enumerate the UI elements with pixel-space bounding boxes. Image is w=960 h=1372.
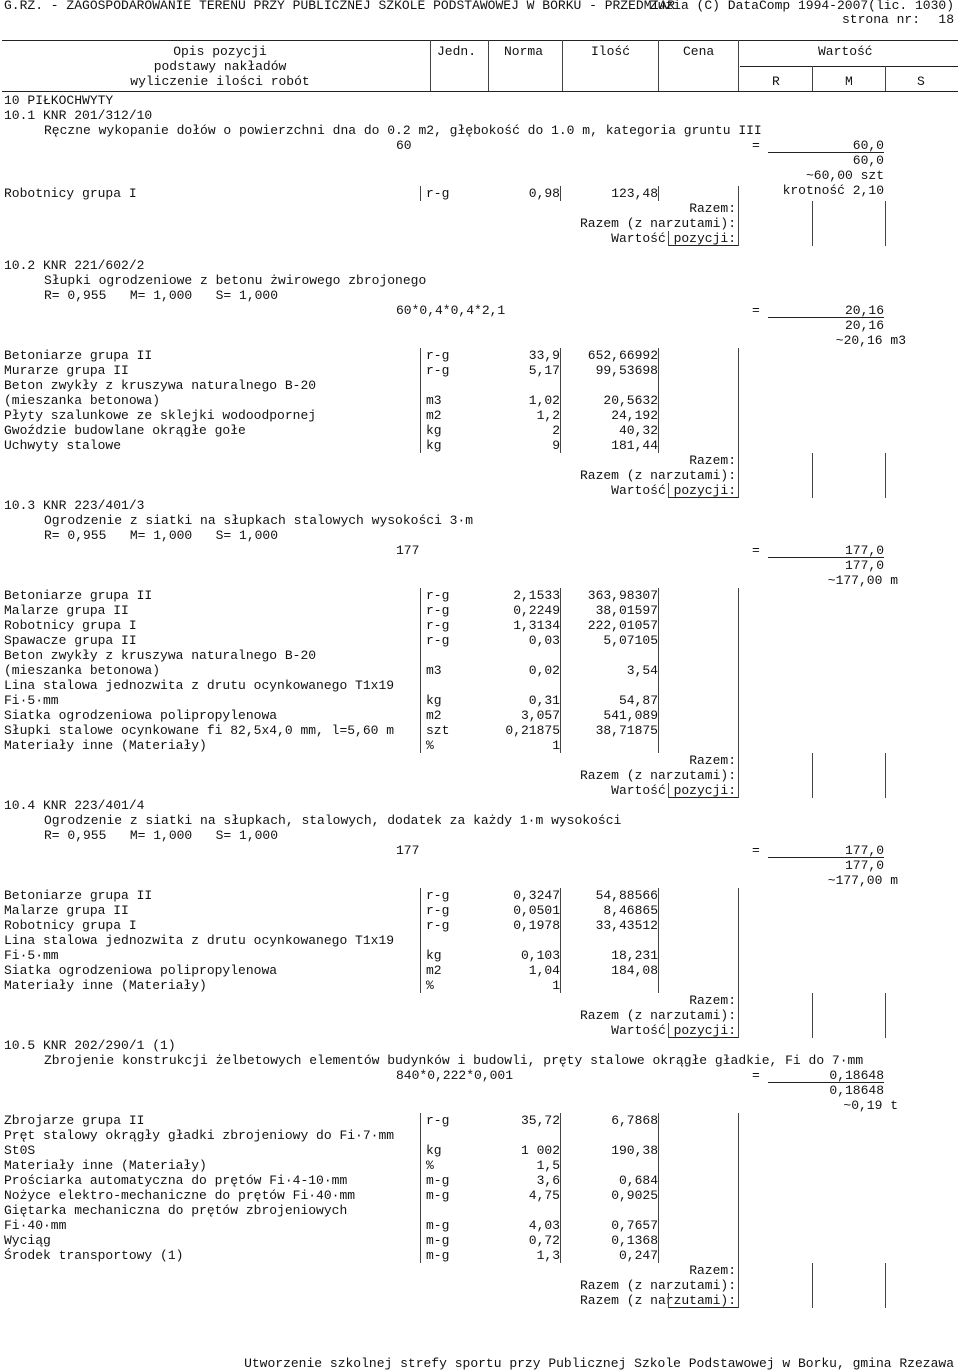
resource-norm: 1,5 [536,1158,560,1173]
resource-quantity: 184,08 [611,963,658,978]
quantity-total: ~177,00 m [827,873,898,888]
position-code: 10.1 KNR 201/312/10 [4,108,153,123]
resource-unit: m2 [426,963,442,978]
position-code: 10.3 KNR 223/401/3 [4,498,145,513]
resource-norm: 0,98 [528,186,560,201]
header-bottom-rule [2,91,958,92]
summary-label: Wartość pozycji: [611,783,736,798]
summary-label: Razem (z narzutami): [579,1278,736,1293]
resource-unit: r-g [426,363,450,378]
resource-name: (mieszanka betonowa) [4,663,161,678]
summary-label: Wartość pozycji: [611,231,736,246]
resource-quantity: 181,44 [611,438,658,453]
resource-norm: 1 [552,738,560,753]
summary-label: Wartość pozycji: [611,483,736,498]
resource-norm: 35,72 [520,1113,560,1128]
summary-label: Razem (z narzutami): [579,768,736,783]
equals-sign: = [752,138,760,153]
quantity-subtotal: 20,16 [844,318,884,333]
resource-name: St0S [4,1143,36,1158]
position-description: Ogrodzenie z siatki na słupkach, stalowych, dodatek za każdy 1·m wysokości [44,813,622,828]
resource-norm: 1 002 [520,1143,560,1158]
summary-rule [668,245,738,246]
resource-quantity: 5,07105 [603,633,658,648]
quantity-result: 177,0 [844,843,884,858]
resource-quantity: 18,231 [611,948,658,963]
header-col-qty: Ilość [591,44,631,59]
resource-norm: 4,75 [528,1188,560,1203]
summary-column-divider [738,201,739,246]
header-col-norm: Norma [504,44,544,59]
resource-name: Gwoździe budowlane okrągłe gołe [4,423,246,438]
resource-norm: 0,103 [520,948,560,963]
header-col-desc-2: podstawy nakładów [153,59,287,74]
quantity-total: ~177,00 m [827,573,898,588]
quantity-subtotal: 60,0 [852,153,884,168]
resource-quantity: 54,87 [618,693,658,708]
position-description: Ogrodzenie z siatki na słupkach stalowych wysokości 3·m [44,513,474,528]
header-top-rule [2,40,958,41]
resource-name: Siatka ogrodzeniowa polipropylenowa [4,708,278,723]
header-divider [430,40,431,91]
resource-norm: 3,6 [536,1173,560,1188]
header-divider [658,40,659,91]
resource-quantity: 0,9025 [611,1188,658,1203]
resource-norm: 33,9 [528,348,560,363]
summary-column-divider [812,993,813,1038]
page-number-label: strona nr: [841,12,920,27]
quantity-formula: 177 [396,843,420,858]
resource-norm: 5,17 [528,363,560,378]
resource-name: Uchwyty stalowe [4,438,122,453]
summary-column-divider [738,1263,739,1308]
resource-column-divider [738,588,739,753]
resource-norm: 0,0501 [513,903,560,918]
resource-column-divider [560,348,561,453]
resource-name: Malarze grupa II [4,903,129,918]
header-divider [488,40,489,91]
resource-name: Płyty szalunkowe ze sklejki wodoodpornej [4,408,317,423]
quantity-subtotal: 177,0 [844,858,884,873]
resource-norm: 2,1533 [513,588,560,603]
resource-norm: 0,03 [528,633,560,648]
resource-norm: 1,3 [536,1248,560,1263]
header-value-rule [740,66,958,67]
summary-label: Razem: [689,201,736,216]
summary-column-divider [885,993,886,1038]
resource-name: Spawacze grupa II [4,633,137,648]
resource-name: Betoniarze grupa II [4,348,153,363]
resource-norm: 3,057 [520,708,560,723]
header-col-r: R [772,74,780,89]
summary-label: Razem: [689,1263,736,1278]
resource-unit: r-g [426,633,450,648]
resource-norm: 0,21875 [505,723,560,738]
equals-sign: = [752,1068,760,1083]
quantity-result: 0,18648 [829,1068,884,1083]
position-description: Zbrojenie konstrukcji żelbetowych elementów budynków i budowli, pręty stalowe okrągłe gładkie, Fi do 7·mm [44,1053,864,1068]
resource-name: Słupki stalowe ocynkowane fi 82,5x4,0 mm, l=5,60 m [4,723,395,738]
resource-name: Lina stalowa jednozwita z drutu ocynkowanego T1x19 [4,678,395,693]
resource-norm: 4,03 [528,1218,560,1233]
resource-quantity: 40,32 [618,423,658,438]
summary-column-divider [812,1263,813,1308]
resource-quantity: 123,48 [611,186,658,201]
summary-column-divider [885,201,886,246]
resource-unit: % [426,738,434,753]
summary-column-divider [738,993,739,1038]
resource-norm: 1,2 [536,408,560,423]
quantity-formula: 840*0,222*0,001 [396,1068,514,1083]
summary-column-divider [668,783,669,798]
resource-norm: 0,2249 [513,603,560,618]
summary-rule [668,497,738,498]
resource-quantity: 20,5632 [603,393,658,408]
header-col-value: Wartość [818,44,873,59]
resource-column-divider [738,348,739,453]
resource-quantity: 0,1368 [611,1233,658,1248]
resource-name: Fi·5·mm [4,693,59,708]
summary-column-divider [885,453,886,498]
resource-column-divider [560,186,561,201]
resource-quantity: 222,01057 [587,618,658,633]
resource-column-divider [420,588,421,753]
resource-norm: 1,02 [528,393,560,408]
resource-name: Wyciąg [4,1233,51,1248]
quantity-subtotal: 0,18648 [829,1083,884,1098]
resource-unit: % [426,1158,434,1173]
summary-rule [668,1037,738,1038]
resource-quantity: 652,66992 [587,348,658,363]
resource-column-divider [420,1113,421,1263]
quantity-result: 177,0 [844,543,884,558]
quantity-formula: 60 [396,138,412,153]
page-number: 18 [938,12,954,27]
resource-unit: kg [426,423,442,438]
quantity-result: 60,0 [852,138,884,153]
software-credit: Zuzia (C) DataComp 1994-2007(lic. 1030) [649,0,954,13]
summary-label: Razem (z narzutami): [579,1008,736,1023]
resource-norm: 0,1978 [513,918,560,933]
resource-name: Robotnicy grupa I [4,618,137,633]
header-col-desc-1: Opis pozycji [173,44,267,59]
resource-norm: 1 [552,978,560,993]
resource-norm: 2 [552,423,560,438]
summary-label: Razem (z narzutami): [579,468,736,483]
resource-quantity: 38,01597 [595,603,658,618]
resource-name: Pręt stalowy okrągły gładki zbrojeniowy do Fi·7·mm [4,1128,395,1143]
summary-rule [668,1307,738,1308]
header-col-m: M [845,74,853,89]
resource-unit: kg [426,693,442,708]
resource-quantity: 0,684 [618,1173,658,1188]
header-divider [738,40,739,91]
resource-name: Fi·5·mm [4,948,59,963]
resource-column-divider [738,888,739,993]
summary-rule [668,797,738,798]
resource-quantity: 99,53698 [595,363,658,378]
equals-sign: = [752,303,760,318]
resource-name: Fi·40·mm [4,1218,67,1233]
summary-column-divider [738,453,739,498]
quantity-total: ~60,00 szt [805,168,884,183]
resource-quantity: 24,192 [611,408,658,423]
resource-unit: r-g [426,918,450,933]
resource-column-divider [658,1113,659,1263]
resource-name: Robotnicy grupa I [4,186,137,201]
resource-unit: m3 [426,393,442,408]
resource-name: Robotnicy grupa I [4,918,137,933]
resource-norm: 0,31 [528,693,560,708]
resource-quantity: 6,7868 [611,1113,658,1128]
resource-name: Lina stalowa jednozwita z drutu ocynkowanego T1x19 [4,933,395,948]
resource-unit: m-g [426,1173,450,1188]
resource-name: Prościarka automatyczna do prętów Fi·4-10·mm [4,1173,348,1188]
summary-column-divider [738,753,739,798]
resource-column-divider [658,888,659,993]
position-description: Słupki ogrodzeniowe z betonu żwirowego zbrojonego [44,273,427,288]
resource-column-divider [560,588,561,753]
resource-name: (mieszanka betonowa) [4,393,161,408]
resource-name: Zbrojarze grupa II [4,1113,145,1128]
position-coefficients: R= 0,955 M= 1,000 S= 1,000 [44,288,279,303]
summary-column-divider [812,201,813,246]
resource-quantity: 190,38 [611,1143,658,1158]
position-code: 10.2 KNR 221/602/2 [4,258,145,273]
resource-column-divider [658,186,659,201]
header-col-s: S [917,74,925,89]
position-description: Ręczne wykopanie dołów o powierzchni dna do 0.2 m2, głębokość do 1.0 m, kategoria gruntu III [44,123,762,138]
resource-unit: r-g [426,348,450,363]
section-title: 10 PIŁKOCHWYTY [4,93,114,108]
resource-unit: m-g [426,1188,450,1203]
quantity-total: ~20,16 m3 [835,333,906,348]
header-col-unit: Jedn. [437,44,477,59]
resource-column-divider [560,888,561,993]
summary-column-divider [885,753,886,798]
equals-sign: = [752,843,760,858]
resource-name: Materiały inne (Materiały) [4,738,207,753]
resource-quantity: 363,98307 [587,588,658,603]
resource-norm: 9 [552,438,560,453]
resource-norm: 0,02 [528,663,560,678]
resource-quantity: 541,089 [603,708,658,723]
summary-column-divider [668,1023,669,1038]
resource-name: Beton zwykły z kruszywa naturalnego B-20 [4,378,317,393]
position-code: 10.5 KNR 202/290/1 (1) [4,1038,176,1053]
resource-quantity: 8,46865 [603,903,658,918]
resource-name: Malarze grupa II [4,603,129,618]
resource-column-divider [420,348,421,453]
summary-label: Razem: [689,753,736,768]
page-footer: Utworzenie szkolnej strefy sportu przy Publicznej Szkole Podstawowej w Borku, gmina Rzezawa [244,1356,954,1371]
position-coefficients: R= 0,955 M= 1,000 S= 1,000 [44,528,279,543]
quantity-subtotal: 177,0 [844,558,884,573]
resource-quantity: 33,43512 [595,918,658,933]
resource-name: Środek transportowy (1) [4,1248,184,1263]
resource-norm: 0,3247 [513,888,560,903]
header-divider [562,40,563,91]
resource-column-divider [560,1113,561,1263]
summary-column-divider [812,753,813,798]
resource-name: Betoniarze grupa II [4,588,153,603]
resource-norm: 0,72 [528,1233,560,1248]
summary-label: Razem: [689,993,736,1008]
resource-name: Murarze grupa II [4,363,129,378]
quantity-formula: 60*0,4*0,4*2,1 [396,303,506,318]
header-col-price: Cena [683,44,715,59]
resource-norm: 1,04 [528,963,560,978]
resource-unit: r-g [426,903,450,918]
resource-unit: m3 [426,663,442,678]
resource-unit: kg [426,948,442,963]
resource-name: Materiały inne (Materiały) [4,978,207,993]
resource-unit: r-g [426,588,450,603]
resource-unit: r-g [426,186,450,201]
resource-unit: r-g [426,888,450,903]
resource-column-divider [738,1113,739,1263]
resource-unit: m2 [426,408,442,423]
quantity-formula: 177 [396,543,420,558]
resource-unit: szt [426,723,450,738]
resource-name: Betoniarze grupa II [4,888,153,903]
resource-unit: r-g [426,618,450,633]
summary-label: Razem (z narzutami): [579,1293,736,1308]
equals-sign: = [752,543,760,558]
resource-unit: r-g [426,1113,450,1128]
quantity-total: ~0,19 t [843,1098,898,1113]
header-divider [812,66,813,91]
summary-column-divider [668,1293,669,1308]
position-code: 10.4 KNR 223/401/4 [4,798,145,813]
resource-unit: m-g [426,1218,450,1233]
resource-column-divider [658,348,659,453]
resource-unit: m-g [426,1248,450,1263]
resource-unit: kg [426,1143,442,1158]
resource-norm: 1,3134 [513,618,560,633]
summary-column-divider [885,1263,886,1308]
resource-name: Nożyce elektro-mechaniczne do prętów Fi·40·mm [4,1188,356,1203]
header-divider [885,66,886,91]
header-col-desc-3: wyliczenie ilości robót [130,74,310,89]
resource-column-divider [658,588,659,753]
resource-name: Giętarka mechaniczna do prętów zbrojeniowych [4,1203,348,1218]
summary-label: Wartość pozycji: [611,1023,736,1038]
resource-column-divider [738,186,739,201]
resource-name: Materiały inne (Materiały) [4,1158,207,1173]
summary-column-divider [668,231,669,246]
document-title: G.RZ. - ZAGOSPODAROWANIE TERENU PRZY PUBLICZNEJ SZKOLE PODSTAWOWEJ W BORKU - PRZEDMIAR [4,0,675,13]
resource-unit: kg [426,438,442,453]
resource-quantity: 0,7657 [611,1218,658,1233]
multiplier-note: krotność 2,10 [782,183,884,198]
resource-column-divider [420,888,421,993]
quantity-result: 20,16 [844,303,884,318]
resource-quantity: 38,71875 [595,723,658,738]
summary-column-divider [668,483,669,498]
resource-unit: % [426,978,434,993]
resource-quantity: 0,247 [618,1248,658,1263]
position-coefficients: R= 0,955 M= 1,000 S= 1,000 [44,828,279,843]
summary-column-divider [812,453,813,498]
summary-label: Razem: [689,453,736,468]
resource-unit: m2 [426,708,442,723]
resource-unit: m-g [426,1233,450,1248]
resource-quantity: 54,88566 [595,888,658,903]
resource-name: Beton zwykły z kruszywa naturalnego B-20 [4,648,317,663]
resource-quantity: 3,54 [626,663,658,678]
resource-column-divider [420,186,421,201]
summary-label: Razem (z narzutami): [579,216,736,231]
resource-unit: r-g [426,603,450,618]
resource-name: Siatka ogrodzeniowa polipropylenowa [4,963,278,978]
